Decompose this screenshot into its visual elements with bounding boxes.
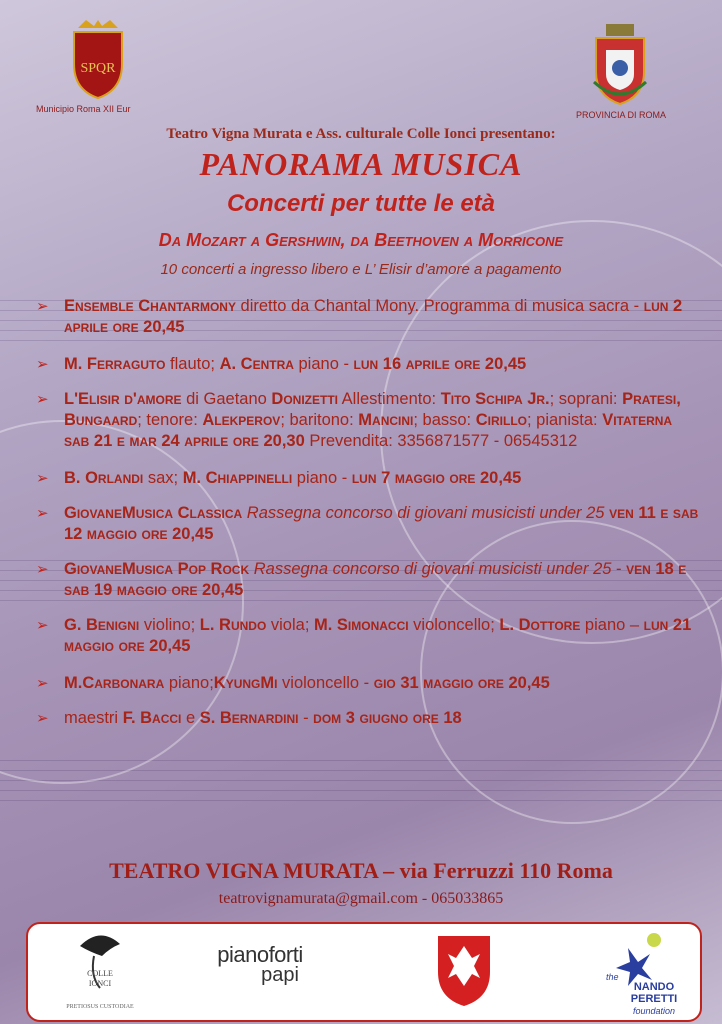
admission-note: 10 concerti a ingresso libero e L’ Elisir d’amore a pagamento (160, 261, 562, 278)
program-text: Prevendita: 3356871577 - 06545312 (304, 432, 578, 450)
program-item (34, 503, 702, 545)
arrow-bullet-icon: ➢ (36, 675, 49, 692)
contact-phone: 065033865 (431, 890, 504, 907)
program-highlight: KyungMi (213, 674, 278, 692)
program-highlight: Alekperov (202, 411, 281, 429)
program-text: ; pianista: (526, 411, 603, 429)
pianoforti-papi-logo (200, 942, 320, 987)
program-item (34, 389, 702, 452)
program-highlight: M. Ferraguto (64, 355, 166, 373)
pianoforti-text: pianoforti (217, 942, 303, 967)
nando-peretti-foundation-logo (588, 928, 692, 1018)
nando-line2: PERETTI (630, 993, 678, 1005)
nando-line3: foundation (632, 1006, 676, 1016)
program-highlight: sab 21 e mar 24 aprile ore 20,30 (64, 432, 305, 450)
event-subtitle: Concerti per tutte le età (226, 190, 496, 217)
program-text: violoncello - (277, 674, 374, 692)
program-highlight: lun 21 maggio ore 20,45 (64, 616, 692, 655)
program-highlight: Mancini (358, 411, 414, 429)
event-tagline: Da Mozart a Gershwin, da Beethoven a Morricone (158, 230, 564, 250)
program-highlight: lun 2 aprile ore 20,45 (64, 297, 683, 336)
maltese-cross-shield-icon (434, 932, 494, 1008)
program-text: piano – (580, 616, 644, 634)
program-highlight: ven 11 e sab 12 maggio ore 20,45 (64, 504, 699, 543)
program-text: Allestimento: (338, 390, 441, 408)
program-highlight: A. Centra (219, 355, 294, 373)
program-item (34, 615, 702, 657)
program-highlight: M. Simonacci (313, 616, 409, 634)
program-item (34, 708, 702, 729)
program-item (34, 468, 702, 489)
program-text: flauto; (165, 355, 220, 373)
program-text: violino; (139, 616, 200, 634)
arrow-bullet-icon: ➢ (36, 391, 49, 408)
program-text: piano; (164, 674, 214, 692)
venue-address: TEATRO VIGNA MURATA – via Ferruzzi 110 Roma (109, 858, 613, 883)
program-highlight: Cirillo (475, 411, 527, 429)
program-highlight: Ensemble Chantarmony (64, 297, 236, 315)
nando-line1: NANDO (633, 981, 675, 993)
program-highlight: L'Elisir d'amore (64, 390, 182, 408)
arrow-bullet-icon: ➢ (36, 505, 49, 522)
roma-crest-icon (66, 18, 130, 100)
colle-ionci-logo (50, 926, 150, 1018)
program-highlight: S. Bernardini (199, 709, 299, 727)
arrow-bullet-icon: ➢ (36, 470, 49, 487)
program-highlight: G. Benigni (64, 616, 140, 634)
program-text: ; basso: (413, 411, 476, 429)
program-highlight: B. Orlandi (64, 469, 144, 487)
colle-ionci-line2: IONCI (88, 979, 112, 988)
program-text: piano - (292, 469, 352, 487)
nando-the: the (606, 972, 619, 982)
arrow-bullet-icon: ➢ (36, 356, 49, 373)
contact-email[interactable]: teatrovignamurata@gmail.com (218, 890, 418, 907)
program-highlight: lun 16 aprile ore 20,45 (353, 355, 527, 373)
papi-text: papi (261, 964, 299, 986)
event-title: PANORAMA MUSICA (199, 146, 523, 182)
contact-separator: - (417, 890, 432, 907)
sponsors-box (26, 922, 702, 1022)
program-highlight: Vitaterna (602, 411, 673, 429)
program-description: Rassegna concorso di giovani musicisti under 25 (242, 504, 610, 522)
program-highlight: M. Chiappinelli (182, 469, 293, 487)
provincia-caption: PROVINCIA DI ROMA (576, 110, 667, 120)
program-text: ; soprani: (549, 390, 623, 408)
program-highlight: GiovaneMusica Classica (64, 504, 243, 522)
program-item (34, 559, 702, 601)
program-highlight: Donizetti (271, 390, 338, 408)
program-item (34, 354, 702, 375)
colle-ionci-arc: PRETIOSUS CUSTODIAE (66, 1004, 134, 1010)
program-highlight: GiovaneMusica Pop Rock (64, 560, 250, 578)
presenter-line: Teatro Vigna Murata e Ass. culturale Colle Ionci presentano: (166, 126, 556, 142)
program-text: - (298, 709, 314, 727)
arrow-bullet-icon: ➢ (36, 710, 49, 727)
program-highlight: L. Rundo (199, 616, 267, 634)
arrow-bullet-icon: ➢ (36, 617, 49, 634)
program-highlight: Pratesi, Bungaard (64, 390, 681, 429)
arrow-bullet-icon: ➢ (36, 298, 49, 315)
header (0, 0, 722, 130)
program-text: e (181, 709, 200, 727)
program-highlight: lun 7 maggio ore 20,45 (351, 469, 522, 487)
arrow-bullet-icon: ➢ (36, 561, 49, 578)
program-highlight: ven 18 e sab 19 maggio ore 20,45 (64, 560, 687, 599)
program-item (34, 673, 702, 694)
program-text: diretto da Chantal Mony. Programma di musica sacra - (235, 297, 644, 315)
program-highlight: L. Dottore (499, 616, 581, 634)
provincia-crest-icon (590, 22, 650, 106)
program-text: - (611, 560, 627, 578)
program-text: ; baritono: (280, 411, 359, 429)
program-text: viola; (266, 616, 314, 634)
program-highlight: M.Carbonara (64, 674, 165, 692)
colle-ionci-line1: COLLE (87, 969, 113, 978)
contact-line (0, 890, 722, 908)
program-highlight: gio 31 maggio ore 20,45 (373, 674, 550, 692)
program-text: di Gaetano (181, 390, 272, 408)
program-item (34, 296, 702, 338)
program-text: ; tenore: (137, 411, 203, 429)
program-highlight: Tito Schipa Jr. (440, 390, 550, 408)
program-text: violoncello; (408, 616, 500, 634)
municipio-caption: Municipio Roma XII Eur (36, 104, 131, 114)
program-text: sax; (143, 469, 183, 487)
program-description: Rassegna concorso di giovani musicisti under 25 (249, 560, 612, 578)
program-highlight: dom 3 giugno ore 18 (313, 709, 462, 727)
spqr-letters: SPQR (80, 61, 116, 76)
program-text: maestri (64, 709, 123, 727)
program-list (34, 296, 702, 729)
program-text: piano - (293, 355, 354, 373)
program-highlight: F. Bacci (122, 709, 182, 727)
